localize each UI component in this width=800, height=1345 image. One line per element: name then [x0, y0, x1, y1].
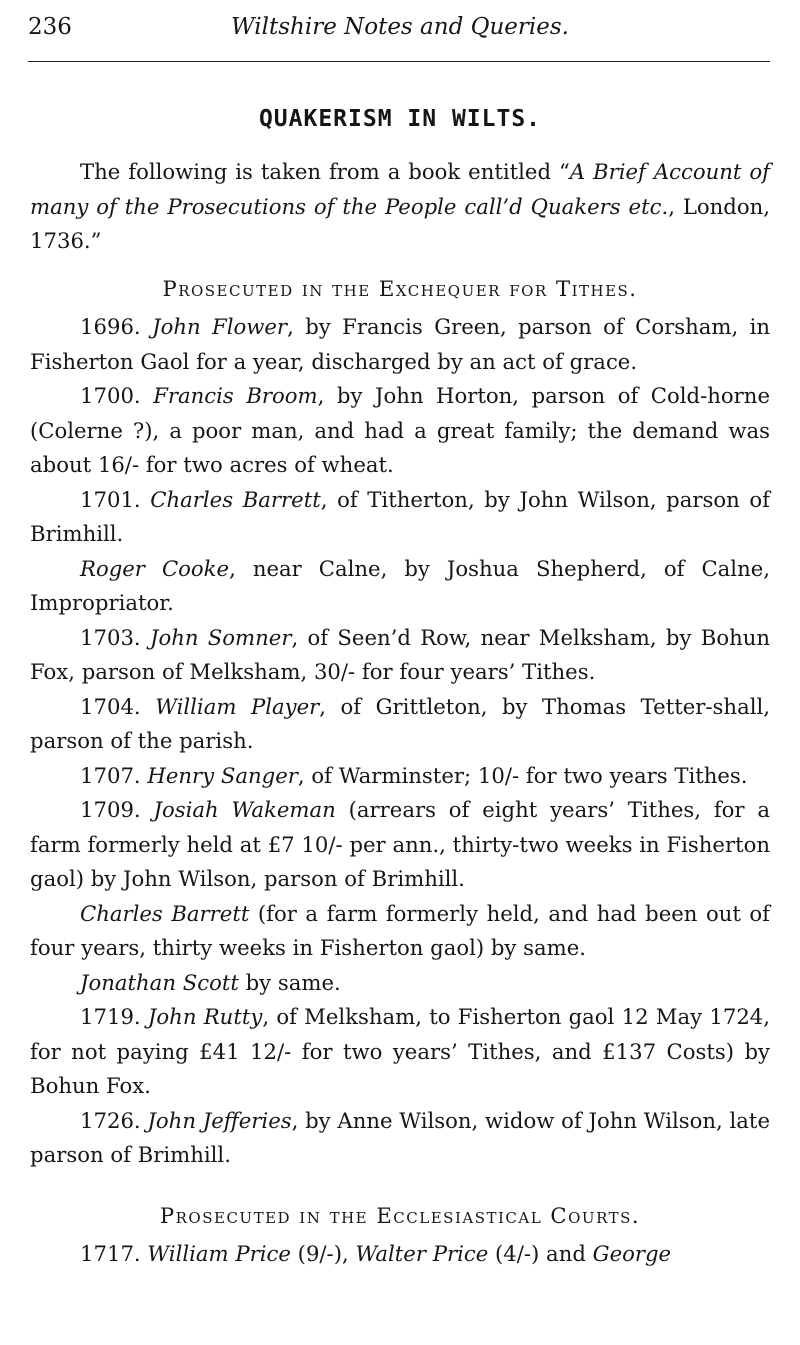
- entry-text: , near Calne, by Joshua Shepherd, of Calne, Impropriator.: [30, 555, 770, 615]
- entry-paragraph: [30, 483, 770, 552]
- entry-year: 1704.: [80, 693, 156, 719]
- entry-paragraph: [30, 310, 770, 379]
- entry-paragraph: [30, 1000, 770, 1104]
- entry-paragraph: [30, 793, 770, 897]
- entry-paragraph: [30, 966, 770, 1001]
- entry-paragraph: [30, 759, 770, 794]
- book-title: A Brief Account of many of the Prosecutions of the People call’d Quakers etc.: [30, 159, 770, 219]
- entry-text: , by Francis Green, parson of Corsham, in Fisherton Gaol for a year, discharged by an act of grace.: [30, 314, 771, 374]
- page-header: [28, 12, 772, 46]
- entry-name: Henry Sanger: [147, 762, 298, 788]
- intro-text: The following is taken from a book entitled “: [80, 159, 570, 184]
- entry-paragraph-continued: [30, 1237, 770, 1272]
- entry-text: , of Seen’d Row, near Melksham, by Bohun Fox, parson of Melksham, 30/- for four years’ Tithes.: [30, 624, 771, 684]
- intro-text: , London, 1736.”: [30, 193, 770, 253]
- section-heading-exchequer: Prosecuted in the Exchequer for Tithes.: [162, 275, 638, 301]
- section-heading-ecclesiastical: Prosecuted in the Ecclesiastical Courts.: [159, 1202, 641, 1228]
- entry-name: John Flower: [152, 314, 288, 339]
- entry-text: (for a farm formerly held, and had been out of four years, thirty weeks in Fisherton gaol) by same.: [30, 900, 770, 960]
- entry-year: 1703.: [80, 624, 150, 650]
- entry-name: Jonathan Scott: [80, 969, 239, 995]
- entry-year: 1700.: [80, 383, 154, 408]
- entry-paragraph: [30, 621, 770, 690]
- entry-year: 1707.: [80, 762, 148, 788]
- article-body: [30, 155, 770, 1272]
- entry-name: Charles Barrett: [150, 486, 321, 512]
- entry-name: William Player: [155, 693, 320, 719]
- entry-paragraph: [30, 690, 770, 759]
- entry-name: Josiah Wakeman: [153, 797, 336, 822]
- entry-name: Roger Cooke: [80, 555, 230, 581]
- entry-name: John Jefferies: [147, 1107, 292, 1133]
- entry-text: by same.: [238, 969, 341, 995]
- entry-year: 1701.: [80, 486, 151, 512]
- entry-year: 1709.: [80, 797, 154, 822]
- page-number: 236: [28, 14, 72, 40]
- entry-text: , of Grittleton, by Thomas Tetter-shall, parson of the parish.: [30, 693, 771, 753]
- entry-text: , by Anne Wilson, widow of John Wilson, late parson of Brimhill.: [30, 1107, 770, 1167]
- entry-text: , of Warminster; 10/- for two years Tithes.: [297, 762, 748, 788]
- entry-text: , of Melksham, to Fisherton gaol 12 May 1724, for not paying £41 12/- for two years’ Tithes, and £137 Costs) by Bohun Fox.: [30, 1004, 771, 1098]
- entry-text: , by John Horton, parson of Cold-horne (Colerne ?), a poor man, and had a great family; the demand was about 16/- for two acres of wheat.: [30, 383, 770, 477]
- entry-year: 1717.: [80, 1241, 148, 1266]
- entry-year: 1726.: [80, 1107, 148, 1133]
- header-rule: [28, 61, 770, 62]
- entry-paragraph: [30, 552, 770, 621]
- entry-text: (9/-),: [290, 1241, 356, 1266]
- running-head: Wiltshire Notes and Queries.: [231, 14, 569, 40]
- article-title: QUAKERISM IN WILTS.: [258, 106, 542, 132]
- entry-name: George: [592, 1241, 672, 1266]
- entry-name: Francis Broom: [153, 383, 318, 408]
- entry-year: 1719.: [80, 1004, 148, 1029]
- entry-name: William Price: [147, 1241, 291, 1266]
- entry-text: (arrears of eight years’ Tithes, for a farm formerly held at £7 10/- per ann., thirty-two weeks in Fisherton gaol) by John Wilson, parson of Brimhill.: [30, 797, 770, 891]
- entry-paragraph: [30, 1104, 770, 1173]
- entry-name: Charles Barrett: [80, 900, 250, 926]
- entry-year: 1696.: [80, 314, 153, 339]
- entry-paragraph: [30, 897, 770, 966]
- intro-paragraph: [30, 155, 770, 259]
- entry-text: , of Titherton, by John Wilson, parson of Brimhill.: [30, 486, 770, 546]
- entry-name: John Rutty: [147, 1004, 263, 1029]
- entry-name: Walter Price: [355, 1241, 489, 1266]
- entry-paragraph: [30, 379, 770, 483]
- entry-text: (4/-) and: [488, 1241, 593, 1266]
- entry-name: John Somner: [149, 624, 292, 650]
